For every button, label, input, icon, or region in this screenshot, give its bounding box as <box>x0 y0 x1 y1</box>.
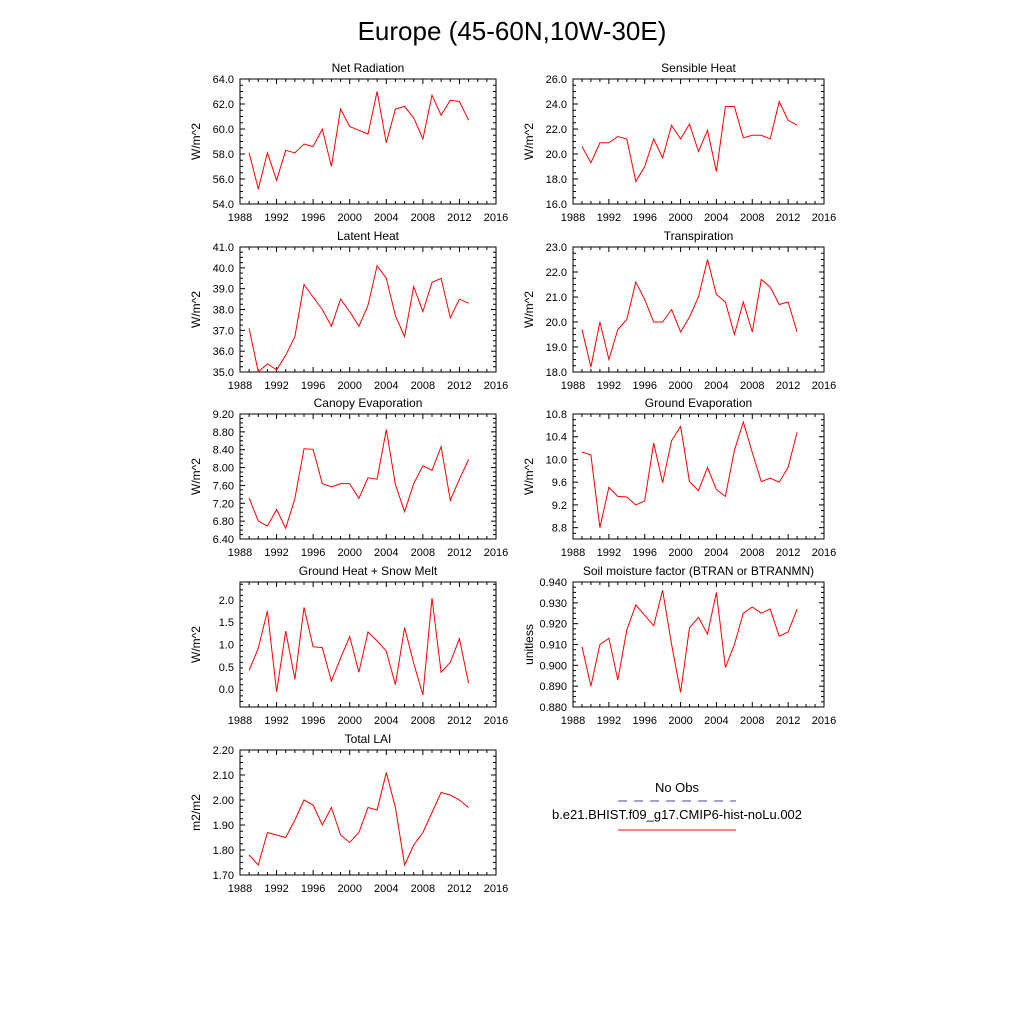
series-line <box>249 92 469 190</box>
panel-title: Ground Evaporation <box>644 396 753 410</box>
y-tick-label: 35.0 <box>212 367 234 379</box>
x-tick-label: 2016 <box>811 212 837 224</box>
y-tick-label: 8.40 <box>212 444 234 457</box>
y-axis-label: W/m^2 <box>189 458 203 495</box>
x-tick-label: 2000 <box>337 715 362 727</box>
y-axis-label: W/m^2 <box>522 123 536 160</box>
x-tick-label: 2016 <box>483 380 509 392</box>
y-tick-label: 10.4 <box>545 431 567 444</box>
x-tick-label: 1996 <box>632 547 657 559</box>
x-tick-label: 2008 <box>410 212 436 224</box>
y-tick-label: 10.0 <box>545 454 567 467</box>
x-tick-label: 1996 <box>632 380 657 392</box>
series-line <box>249 266 469 372</box>
y-tick-label: 1.90 <box>212 820 234 832</box>
y-tick-label: 1.80 <box>212 845 234 857</box>
series-line <box>249 430 469 529</box>
y-tick-label: 18.0 <box>545 367 567 379</box>
y-tick-label: 2.00 <box>212 795 234 807</box>
y-tick-label: 0.920 <box>539 618 567 631</box>
y-tick-label: 6.40 <box>212 534 234 546</box>
x-tick-label: 2012 <box>447 547 472 559</box>
plot-frame <box>240 414 496 539</box>
panel-title: Latent Heat <box>336 229 400 243</box>
series-line <box>582 590 797 692</box>
x-tick-label: 2004 <box>704 212 729 224</box>
y-tick-label: 0.5 <box>218 661 234 674</box>
y-axis-label: W/m^2 <box>522 458 536 495</box>
y-axis-label: W/m^2 <box>189 123 203 160</box>
x-tick-label: 1996 <box>300 380 326 392</box>
y-tick-label: 40.0 <box>212 262 234 275</box>
y-tick-label: 8.00 <box>212 462 234 475</box>
chart-panel-3 <box>189 229 508 392</box>
y-tick-label: 9.6 <box>551 477 567 490</box>
y-tick-label: 7.20 <box>212 498 234 511</box>
x-tick-label: 1992 <box>264 715 289 727</box>
x-tick-label: 2008 <box>410 380 436 392</box>
y-tick-label: 0.910 <box>539 639 567 652</box>
x-tick-label: 1988 <box>560 715 586 727</box>
panel-title: Sensible Heat <box>661 61 736 75</box>
panel-title: Canopy Evaporation <box>313 396 423 410</box>
panel-title: Total LAI <box>344 732 392 746</box>
y-tick-label: 22.0 <box>545 267 567 279</box>
x-tick-label: 2016 <box>483 547 509 559</box>
x-tick-label: 1992 <box>264 380 289 392</box>
y-tick-label: 58.0 <box>212 149 234 161</box>
y-tick-label: 0.0 <box>218 684 234 697</box>
x-tick-label: 2004 <box>704 715 729 727</box>
x-tick-label: 1992 <box>596 212 622 224</box>
y-tick-label: 60.0 <box>212 124 234 136</box>
y-tick-label: 20.0 <box>545 149 567 161</box>
x-tick-label: 2016 <box>483 715 509 727</box>
figure-title: Europe (45-60N,10W-30E) <box>357 16 667 46</box>
x-tick-label: 2000 <box>337 883 362 895</box>
x-tick-label: 2004 <box>374 380 399 392</box>
y-tick-label: 8.8 <box>551 522 567 535</box>
y-tick-label: 2.20 <box>212 745 234 757</box>
x-tick-label: 2008 <box>410 883 436 895</box>
y-tick-label: 0.880 <box>539 702 567 714</box>
legend <box>552 780 802 830</box>
x-tick-label: 2012 <box>775 212 801 224</box>
y-tick-label: 54.0 <box>212 199 234 211</box>
series-line <box>582 260 797 368</box>
y-tick-label: 0.890 <box>539 681 567 694</box>
x-tick-label: 2008 <box>740 547 765 559</box>
legend-obs-label: No Obs <box>654 780 700 795</box>
panel-title: Soil moisture factor (BTRAN or BTRANMN) <box>582 564 815 578</box>
y-tick-label: 62.0 <box>212 99 234 111</box>
y-tick-label: 23.0 <box>545 242 567 254</box>
chart-panel-9 <box>189 732 508 895</box>
x-tick-label: 1988 <box>227 883 253 895</box>
y-tick-label: 38.0 <box>212 304 234 317</box>
x-tick-label: 2008 <box>740 380 765 392</box>
y-axis-label: m2/m2 <box>189 794 203 831</box>
y-tick-label: 19.0 <box>545 342 567 354</box>
y-tick-label: 0.900 <box>539 660 567 673</box>
x-tick-label: 2012 <box>447 883 472 895</box>
x-tick-label: 1992 <box>596 380 622 392</box>
x-tick-label: 1988 <box>560 547 586 559</box>
x-tick-label: 1988 <box>227 547 253 559</box>
x-tick-label: 1988 <box>227 380 253 392</box>
plot-frame <box>573 414 824 539</box>
x-tick-label: 2000 <box>668 380 693 392</box>
y-tick-label: 2.0 <box>218 594 234 607</box>
y-tick-label: 22.0 <box>545 124 567 136</box>
y-tick-label: 39.0 <box>212 283 234 296</box>
y-tick-label: 16.0 <box>545 199 567 211</box>
x-tick-label: 2016 <box>483 212 509 224</box>
y-tick-label: 8.80 <box>212 426 234 439</box>
x-tick-label: 1992 <box>264 212 289 224</box>
x-tick-label: 2000 <box>337 212 362 224</box>
y-tick-label: 18.0 <box>545 174 567 186</box>
y-tick-label: 9.2 <box>551 499 567 512</box>
panel-title: Transpiration <box>663 229 734 243</box>
y-axis-label: unitless <box>522 624 536 665</box>
plot-frame <box>240 247 496 372</box>
y-tick-label: 0.930 <box>539 597 567 610</box>
x-tick-label: 2004 <box>374 547 399 559</box>
y-tick-label: 24.0 <box>545 99 567 111</box>
x-tick-label: 2016 <box>811 715 837 727</box>
x-tick-label: 1996 <box>300 715 326 727</box>
series-line <box>582 422 797 528</box>
plot-frame <box>240 750 496 875</box>
x-tick-label: 2000 <box>337 380 362 392</box>
x-tick-label: 2008 <box>740 212 765 224</box>
x-tick-label: 1996 <box>632 715 657 727</box>
x-tick-label: 1988 <box>560 380 586 392</box>
series-line <box>249 773 469 866</box>
x-tick-label: 2004 <box>374 715 399 727</box>
x-tick-label: 2012 <box>775 547 801 559</box>
x-tick-label: 2000 <box>668 212 693 224</box>
chart-panel-1 <box>189 61 508 224</box>
x-tick-label: 1992 <box>596 547 622 559</box>
x-tick-label: 2000 <box>668 715 693 727</box>
x-tick-label: 2004 <box>704 380 729 392</box>
y-tick-label: 21.0 <box>545 292 567 304</box>
x-tick-label: 2016 <box>483 883 509 895</box>
x-tick-label: 1996 <box>300 547 326 559</box>
x-tick-label: 2004 <box>704 547 729 559</box>
y-tick-label: 37.0 <box>212 325 234 338</box>
x-tick-label: 1992 <box>264 883 289 895</box>
chart-panel-2 <box>522 61 836 224</box>
x-tick-label: 1988 <box>227 212 253 224</box>
legend-case-label: b.e21.BHIST.f09_g17.CMIP6-hist-noLu.002 <box>551 807 803 822</box>
series-line <box>582 102 797 182</box>
x-tick-label: 2000 <box>668 547 693 559</box>
x-tick-label: 1996 <box>300 883 326 895</box>
y-tick-label: 1.70 <box>212 870 234 882</box>
x-tick-label: 1988 <box>560 212 586 224</box>
x-tick-label: 2012 <box>775 715 801 727</box>
y-tick-label: 36.0 <box>212 346 234 359</box>
y-tick-label: 64.0 <box>212 74 234 86</box>
panel-title: Net Radiation <box>331 61 405 75</box>
x-tick-label: 2008 <box>410 715 436 727</box>
panel-title: Ground Heat + Snow Melt <box>298 564 438 578</box>
x-tick-label: 2012 <box>447 380 472 392</box>
x-tick-label: 1996 <box>632 212 657 224</box>
x-tick-label: 2012 <box>447 212 472 224</box>
y-tick-label: 0.940 <box>539 577 567 589</box>
y-axis-label: W/m^2 <box>189 291 203 328</box>
y-tick-label: 2.10 <box>212 770 234 782</box>
y-tick-label: 6.80 <box>212 516 234 529</box>
x-tick-label: 2008 <box>410 547 436 559</box>
panels-group <box>189 61 836 895</box>
y-axis-label: W/m^2 <box>189 626 203 663</box>
y-tick-label: 20.0 <box>545 317 567 329</box>
y-tick-label: 9.20 <box>212 409 234 421</box>
x-tick-label: 2000 <box>337 547 362 559</box>
y-tick-label: 1.0 <box>218 639 234 652</box>
x-tick-label: 1992 <box>264 547 289 559</box>
series-line <box>249 598 469 695</box>
x-tick-label: 2016 <box>811 547 837 559</box>
plot-frame <box>240 79 496 204</box>
chart-panel-6 <box>522 396 836 559</box>
chart-panel-5 <box>189 396 508 559</box>
x-tick-label: 2016 <box>811 380 837 392</box>
x-tick-label: 2004 <box>374 212 399 224</box>
x-tick-label: 2012 <box>447 715 472 727</box>
chart-panel-8 <box>522 564 836 727</box>
x-tick-label: 2012 <box>775 380 801 392</box>
x-tick-label: 2008 <box>740 715 765 727</box>
y-tick-label: 1.5 <box>218 617 234 630</box>
x-tick-label: 1992 <box>596 715 622 727</box>
y-tick-label: 41.0 <box>212 242 234 254</box>
x-tick-label: 1996 <box>300 212 326 224</box>
y-axis-label: W/m^2 <box>522 291 536 328</box>
y-tick-label: 56.0 <box>212 174 234 186</box>
y-tick-label: 7.60 <box>212 480 234 493</box>
x-tick-label: 1988 <box>227 715 253 727</box>
chart-panel-7 <box>189 564 508 727</box>
chart-panel-4 <box>522 229 836 392</box>
y-tick-label: 26.0 <box>545 74 567 86</box>
y-tick-label: 10.8 <box>545 409 567 421</box>
x-tick-label: 2004 <box>374 883 399 895</box>
